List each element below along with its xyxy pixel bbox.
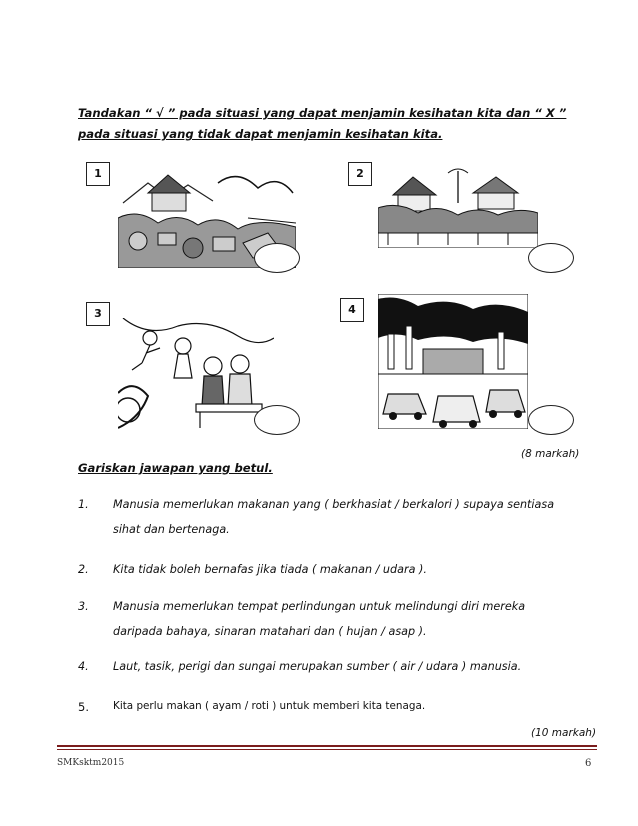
section-2-heading: Gariskan jawapan yang betul. — [78, 461, 273, 475]
question-text: Manusia memerlukan tempat perlindungan untuk melindungi diri mereka daripada bahaya, sinaran matahari dan ( hujan / asap ). — [113, 600, 526, 638]
picture-4-air-pollution — [378, 294, 528, 429]
question-text: Manusia memerlukan makanan yang ( berkhasiat / berkalori ) supaya sentiasa sihat dan bertenaga. — [113, 498, 555, 536]
marks-section-2: (10 markah) — [531, 727, 597, 739]
question-text: Kita tidak boleh bernafas jika tiada ( makanan / udara ). — [113, 563, 427, 576]
picture-number-2: 2 — [348, 162, 372, 186]
question-number: 2. — [78, 563, 89, 576]
question-number: 5. — [78, 700, 89, 714]
picture-number-4: 4 — [340, 298, 364, 322]
picture-number-1: 1 — [86, 162, 110, 186]
answer-oval-4[interactable] — [528, 405, 574, 435]
question-number: 1. — [78, 498, 89, 511]
instruction-text: Tandakan “ √ ” pada situasi yang dapat menjamin kesihatan kita dan “ X ” pada situasi yang tidak dapat menjamin kesihatan kita. — [78, 106, 567, 141]
question-3 — [78, 600, 578, 652]
marks-section-1: (8 markah) — [521, 448, 580, 460]
footer-rule — [57, 745, 597, 747]
picture-3-family-in-park — [118, 318, 274, 433]
answer-oval-1[interactable] — [254, 243, 300, 273]
picture-number-3: 3 — [86, 302, 110, 326]
question-2 — [78, 563, 578, 589]
question-5 — [78, 700, 578, 726]
question-1 — [78, 498, 578, 550]
answer-oval-2[interactable] — [528, 243, 574, 273]
question-text: Kita perlu makan ( ayam / roti ) untuk memberi kita tenaga. — [113, 700, 426, 712]
footer-rule-thin — [57, 749, 597, 750]
footer-page-number: 6 — [585, 758, 592, 769]
question-text: Laut, tasik, perigi dan sungai merupakan sumber ( air / udara ) manusia. — [113, 660, 522, 673]
question-number: 4. — [78, 660, 89, 673]
footer-school-code: SMKsktm2015 — [57, 758, 125, 768]
question-number: 3. — [78, 600, 89, 613]
picture-2-clean-village — [378, 163, 538, 248]
answer-oval-3[interactable] — [254, 405, 300, 435]
question-4 — [78, 660, 578, 686]
